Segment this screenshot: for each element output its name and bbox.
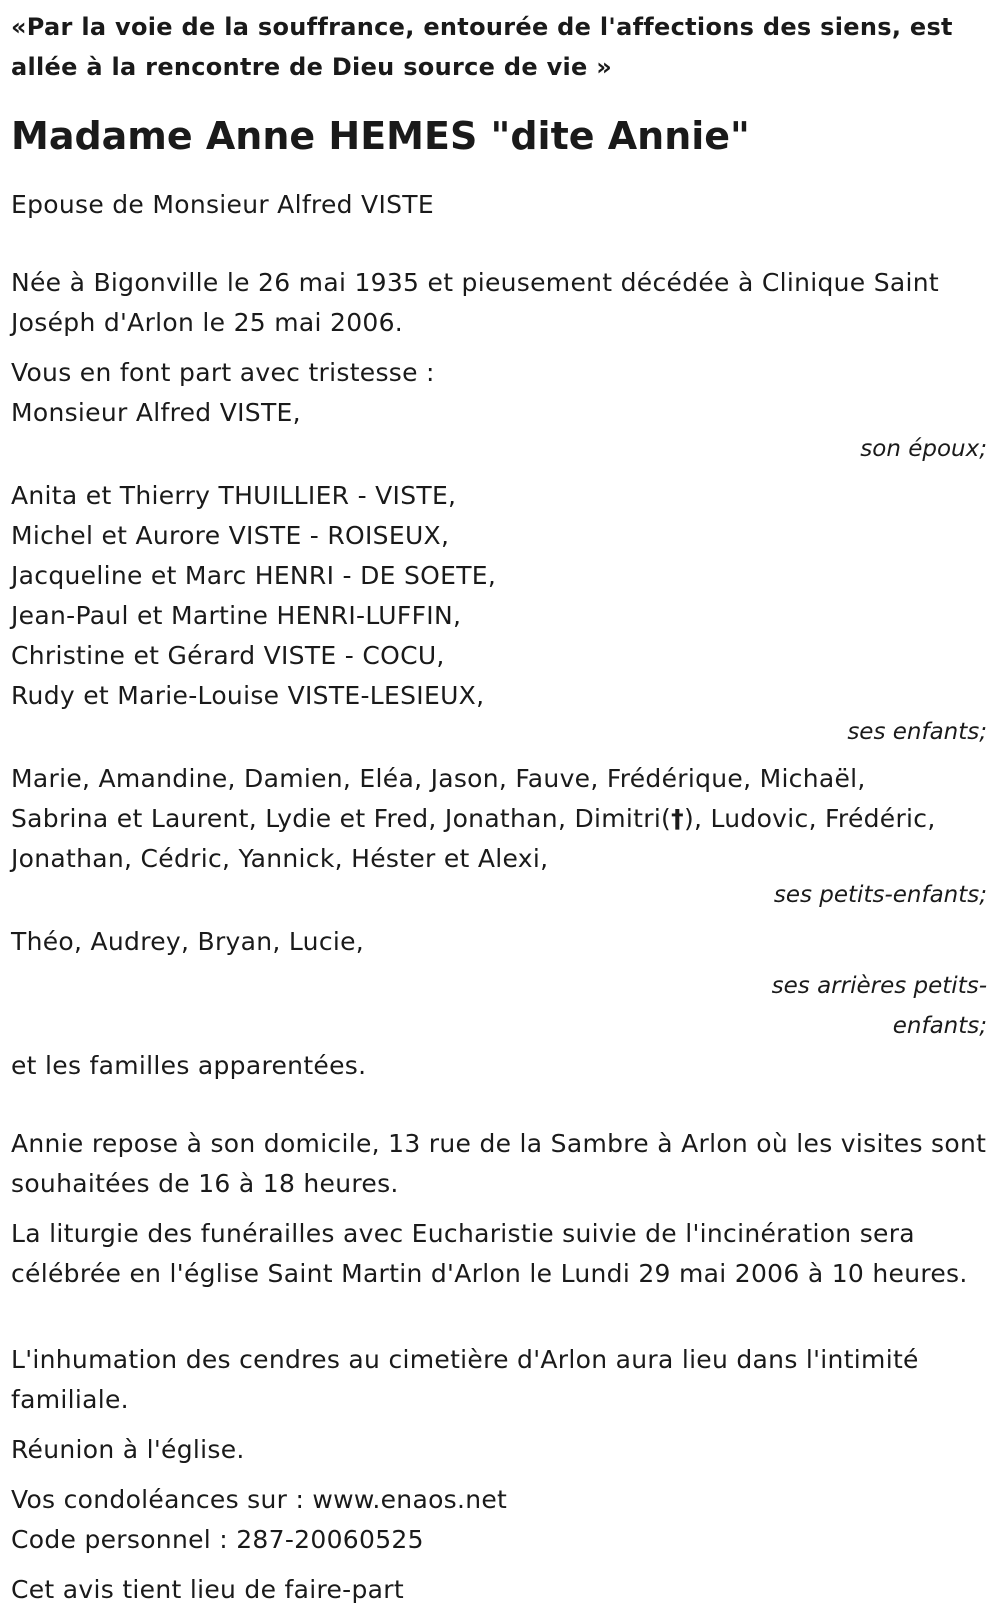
grandchildren-role: ses petits-enfants; (773, 882, 987, 908)
obituary-notice (11, 0, 989, 1610)
child-entry: Christine et Gérard VISTE - COCU, (11, 641, 445, 670)
deceased-name: Madame Anne HEMES "dite Annie" (11, 114, 750, 158)
cross-icon: † (671, 804, 684, 833)
opening-quote: «Par la voie de la souffrance, entourée de l'affections des siens, est allée à la rencontre de Dieu source de vie » (11, 13, 953, 81)
child-entry: Jacqueline et Marc HENRI - DE SOETE, (11, 561, 497, 590)
personal-code: Code personnel : 287-20060525 (11, 1525, 424, 1554)
spouse-role: son époux; (860, 436, 987, 462)
child-entry: Jean-Paul et Martine HENRI-LUFFIN, (11, 601, 462, 630)
grandchildren-line-1: Marie, Amandine, Damien, Eléa, Jason, Fauve, Frédérique, Michaël, (11, 764, 866, 793)
children-role: ses enfants; (847, 719, 987, 745)
inhumation-info: L'inhumation des cendres au cimetière d'Arlon aura lieu dans l'intimité familiale. (11, 1345, 919, 1414)
families-line: et les familles apparentées. (11, 1051, 367, 1080)
grandchildren-line-2: Sabrina et Laurent, Lydie et Fred, Jonathan, Dimitri(†), Ludovic, Frédéric, (11, 804, 936, 833)
spouse-name: Monsieur Alfred VISTE, (11, 398, 301, 427)
meeting-info: Réunion à l'église. (11, 1435, 245, 1464)
grandchildren-line-3: Jonathan, Cédric, Yannick, Héster et Alexi, (11, 844, 549, 873)
birth-death-text: Née à Bigonville le 26 mai 1935 et pieusement décédée à Clinique Saint Joséph d'Arlon le 25 mai 2006. (11, 268, 939, 337)
rest-info: Annie repose à son domicile, 13 rue de la Sambre à Arlon où les visites sont souhaitées de 16 à 18 heures. (11, 1129, 987, 1198)
footer-note: Cet avis tient lieu de faire-part (11, 1575, 404, 1604)
children-list (11, 476, 989, 716)
grandchildren-list (11, 759, 989, 879)
spouse-line: Epouse de Monsieur Alfred VISTE (11, 190, 434, 219)
condolences-line: Vos condoléances sur : www.enaos.net (11, 1485, 508, 1514)
child-entry: Rudy et Marie-Louise VISTE-LESIEUX, (11, 681, 485, 710)
great-grandchildren-names: Théo, Audrey, Bryan, Lucie, (11, 927, 365, 956)
child-entry: Anita et Thierry THUILLIER - VISTE, (11, 481, 457, 510)
great-grandchildren-role: ses arrières petits- enfants; (771, 973, 987, 1039)
child-entry: Michel et Aurore VISTE - ROISEUX, (11, 521, 450, 550)
announcement-intro: Vous en font part avec tristesse : (11, 358, 435, 387)
liturgy-info: La liturgie des funérailles avec Eucharistie suivie de l'incinération sera célébrée en l'église Saint Martin d'Arlon le Lundi 29 mai 2006 à 10 heures. (11, 1219, 968, 1288)
